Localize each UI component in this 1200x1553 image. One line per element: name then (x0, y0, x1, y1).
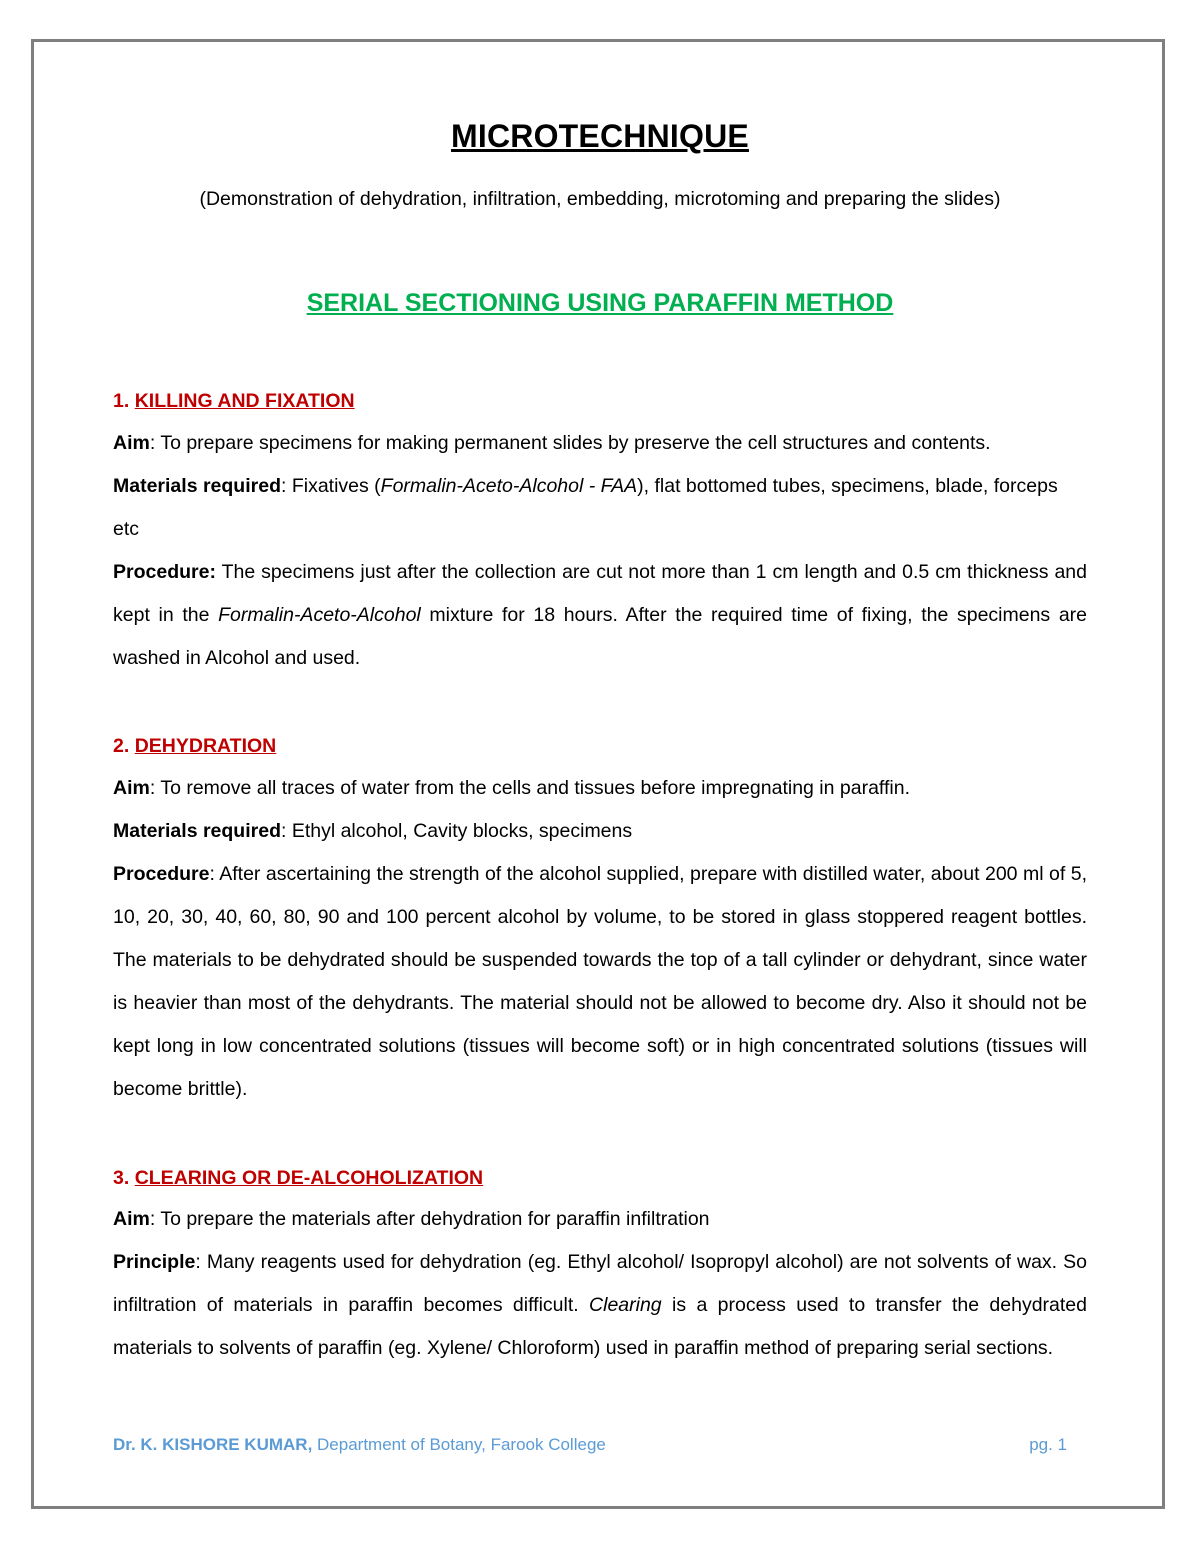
heading-dehydration (113, 733, 276, 759)
materials-label: Materials required (113, 475, 281, 497)
materials-text-2: ), flat bottomed tubes, specimens, blade, forceps etc (113, 475, 1058, 540)
aim-text: : To prepare specimens for making permanent slides by preserve the cell structures and contents. (149, 432, 991, 454)
heading-killing-fixation (113, 388, 355, 414)
principle-italic: Clearing (589, 1294, 662, 1316)
heading-name: CLEARING OR DE-ALCOHOLIZATION (134, 1167, 484, 1189)
footer-author: Dr. K. KISHORE KUMAR, (113, 1435, 313, 1454)
procedure-text: The specimens just after the collection are cut not more than 1 cm length and 0.5 cm thickness and kept in the (113, 561, 1087, 626)
materials-paragraph (113, 810, 1087, 853)
procedure-label: Procedure: (113, 561, 216, 583)
aim-paragraph (113, 1198, 1087, 1241)
document-subtitle: (Demonstration of dehydration, infiltration, embedding, microtoming and preparing the slides) (199, 188, 1001, 210)
procedure-paragraph (113, 551, 1087, 680)
heading-number: 2. (113, 735, 135, 757)
aim-text: : To remove all traces of water from the cells and tissues before impregnating in paraffin. (149, 777, 911, 799)
aim-label: Aim (113, 432, 150, 454)
procedure-label: Procedure (113, 863, 210, 885)
aim-paragraph (113, 422, 1087, 465)
materials-paragraph (113, 465, 1087, 551)
section-clearing (113, 1198, 1087, 1370)
heading-number: 3. (113, 1167, 135, 1189)
aim-paragraph (113, 767, 1087, 810)
section-dehydration (113, 767, 1087, 1111)
procedure-text-2: mixture for 18 hours. After the required time of fixing, the specimens are washed in Alcohol and used. (113, 604, 1088, 669)
aim-label: Aim (113, 777, 150, 799)
page-number: pg. 1 (1029, 1435, 1067, 1454)
materials-text: : Fixatives ( (280, 475, 381, 497)
procedure-text: : After ascertaining the strength of the alcohol supplied, prepare with distilled water, about 200 ml of 5, 10, 20, 30, 40, 60, 80, 90 and 100 percent alcohol by volume, to be stored in glass stoppered reagent bottles. The materials to be dehydrated should be suspended towards the top of a tall cylinder or dehydrant, since water is heavier than most of the dehydrants. The material should not be allowed to become dry. Also it should not be kept long in low concentrated solutions (tissues will become soft) or in high concentrated solutions (tissues will become brittle). (113, 863, 1087, 1100)
principle-label: Principle (113, 1251, 196, 1273)
procedure-paragraph (113, 853, 1087, 1111)
page-footer (113, 1435, 1067, 1455)
materials-text: : Ethyl alcohol, Cavity blocks, specimens (280, 820, 633, 842)
footer-department: Department of Botany, Farook College (312, 1435, 606, 1454)
aim-text: : To prepare the materials after dehydration for paraffin infiltration (149, 1208, 710, 1230)
aim-label: Aim (113, 1208, 150, 1230)
section-title: SERIAL SECTIONING USING PARAFFIN METHOD (306, 289, 894, 317)
materials-label: Materials required (113, 820, 281, 842)
document-title: MICROTECHNIQUE (451, 118, 749, 154)
materials-italic: Formalin-Aceto-Alcohol - FAA (380, 475, 638, 497)
principle-text-2: is a process used to transfer the dehydrated materials to solvents of paraffin (eg. Xylene/ Chloroform) used in paraffin method of preparing serial sections. (113, 1294, 1088, 1359)
section-killing-fixation (113, 422, 1087, 680)
heading-name: KILLING AND FIXATION (134, 390, 355, 412)
heading-clearing (113, 1165, 483, 1191)
principle-paragraph (113, 1241, 1087, 1370)
principle-text: : Many reagents used for dehydration (eg. Ethyl alcohol/ Isopropyl alcohol) are not solvents of wax. So infiltration of materials in paraffin becomes difficult. (113, 1251, 1087, 1316)
heading-number: 1. (113, 390, 135, 412)
heading-name: DEHYDRATION (134, 735, 277, 757)
procedure-italic: Formalin-Aceto-Alcohol (218, 604, 421, 626)
